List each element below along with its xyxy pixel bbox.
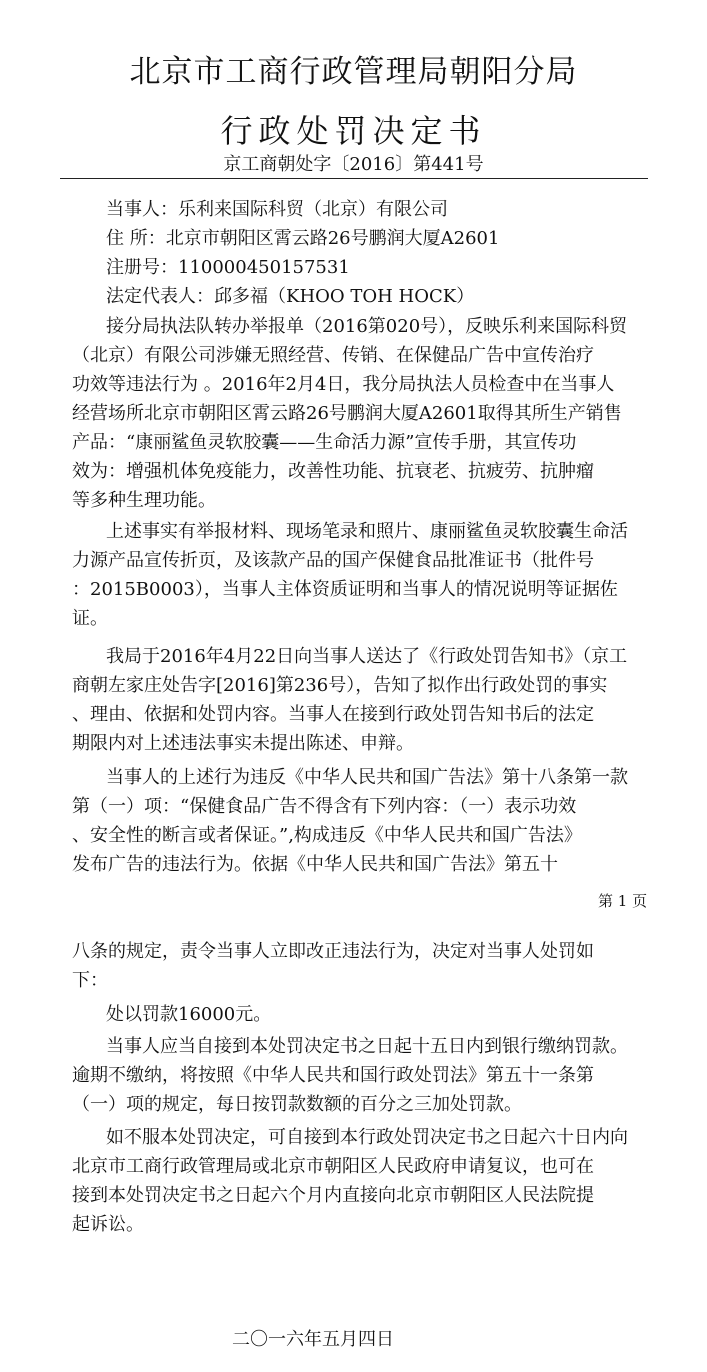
- p2-line: 证。: [72, 608, 108, 629]
- legal-rep-line: 法定代表人：邱多福（KHOO TOH HOCK）: [106, 286, 475, 307]
- document-number: 京工商朝处字〔2016〕第441号: [223, 154, 484, 175]
- p3-line: 期限内对上述违法事实未提出陈述、申辩。: [72, 733, 414, 754]
- p2-line: ：2015B0003），当事人主体资质证明和当事人的情况说明等证据佐: [72, 579, 618, 600]
- p4-line: 、安全性的断言或者保证。”,构成违反《中华人民共和国广告法》: [72, 825, 582, 846]
- p1-line: 接分局执法队转办举报单（2016第020号），反映乐利来国际科贸: [106, 316, 628, 337]
- p3-line: 、理由、依据和处罚内容。当事人在接到行政处罚告知书后的法定: [72, 704, 594, 725]
- registration-line: 注册号：110000450157531: [106, 257, 350, 278]
- p8-line: 北京市工商行政管理局或北京市朝阳区人民政府申请复议，也可在: [72, 1156, 594, 1177]
- issue-date: 二〇一六年五月四日: [232, 1329, 394, 1350]
- p7-line: 逾期不缴纳，将按照《中华人民共和国行政处罚法》第五十一条第: [72, 1065, 594, 1086]
- document-title: 北京市工商行政管理局朝阳分局: [129, 54, 578, 90]
- page-number: 第 1 页: [598, 892, 648, 910]
- party-line: 当事人：乐利来国际科贸（北京）有限公司: [106, 199, 448, 220]
- address-line: 住 所：北京市朝阳区霄云路26号鹏润大厦A2601: [106, 228, 500, 249]
- p5-line: 下：: [72, 970, 108, 991]
- p8-line: 接到本处罚决定书之日起六个月内直接向北京市朝阳区人民法院提: [72, 1185, 594, 1206]
- p3-line: 我局于2016年4月22日向当事人送达了《行政处罚告知书》（京工: [106, 646, 628, 667]
- p4-line: 第（一）项：“保健食品广告不得含有下列内容：（一）表示功效: [72, 796, 577, 817]
- header-divider: [60, 178, 648, 179]
- p7-line: 当事人应当自接到本处罚决定书之日起十五日内到银行缴纳罚款。: [106, 1036, 628, 1057]
- document-subtitle: 行政处罚决定书: [220, 112, 487, 150]
- p1-line: 效为：增强机体免疫能力，改善性功能、抗衰老、抗疲劳、抗肿瘤: [72, 461, 594, 482]
- p6-line: 处以罚款16000元。: [106, 1004, 272, 1025]
- p4-line: 发布广告的违法行为。依据《中华人民共和国广告法》第五十: [72, 854, 558, 875]
- p2-line: 力源产品宣传折页，及该款产品的国产保健食品批准证书（批件号: [72, 550, 594, 571]
- p5-line: 八条的规定，责令当事人立即改正违法行为，决定对当事人处罚如: [72, 941, 594, 962]
- p1-line: 功效等违法行为 。2016年2月4日，我分局执法人员检查中在当事人: [72, 374, 615, 395]
- p1-line: 产品：“康丽鲨鱼灵软胶囊——生命活力源”宣传手册，其宣传功: [72, 432, 577, 453]
- p1-line: 等多种生理功能。: [72, 490, 216, 511]
- p7-line: （一）项的规定，每日按罚款数额的百分之三加处罚款。: [72, 1094, 522, 1115]
- p8-line: 如不服本处罚决定，可自接到本行政处罚决定书之日起六十日内向: [106, 1127, 628, 1148]
- p4-line: 当事人的上述行为违反《中华人民共和国广告法》第十八条第一款: [106, 767, 628, 788]
- p2-line: 上述事实有举报材料、现场笔录和照片、康丽鲨鱼灵软胶囊生命活: [106, 521, 628, 542]
- p1-line: （北京）有限公司涉嫌无照经营、传销、在保健品广告中宣传治疗: [72, 345, 594, 366]
- p8-line: 起诉讼。: [72, 1214, 144, 1235]
- p1-line: 经营场所北京市朝阳区霄云路26号鹏润大厦A2601取得其所生产销售: [72, 403, 622, 424]
- p3-line: 商朝左家庄处告字[2016]第236号），告知了拟作出行政处罚的事实: [72, 675, 608, 696]
